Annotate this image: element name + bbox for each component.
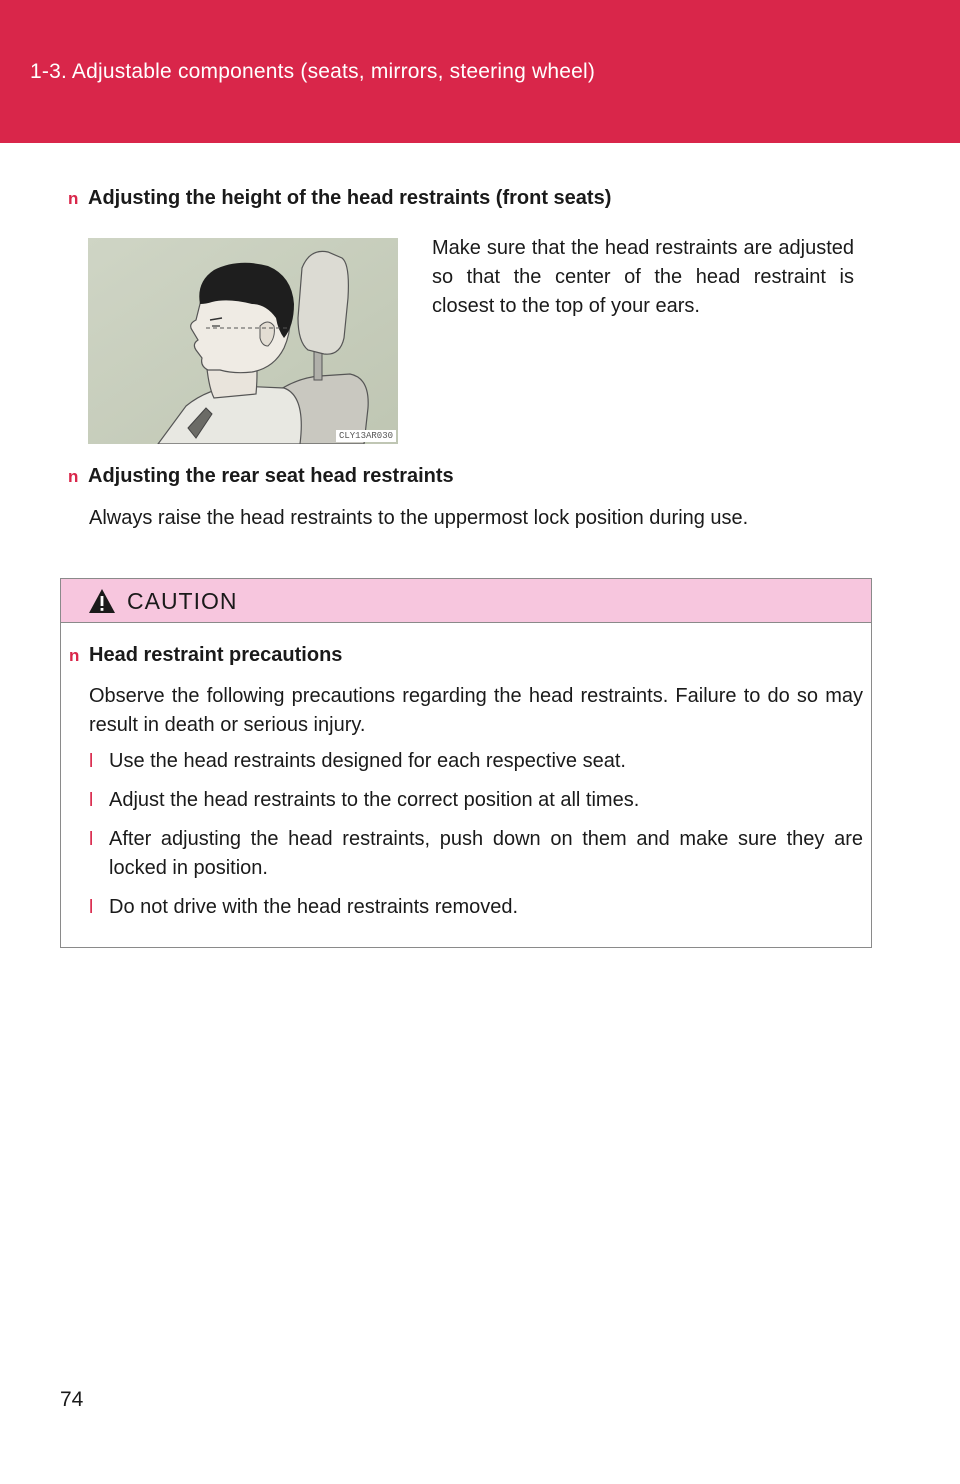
chapter-title: 1-3. Adjustable components (seats, mirrors, steering wheel): [30, 60, 596, 83]
list-item: [89, 825, 863, 883]
list-item: [89, 893, 863, 922]
sub-bullet-icon: l: [89, 897, 94, 918]
caution-list: [89, 747, 863, 932]
section-heading-front-head-restraints: [68, 187, 611, 210]
sub-bullet-icon: l: [89, 751, 94, 772]
section-heading-text: Adjusting the height of the head restraints (front seats): [88, 187, 612, 209]
caution-box: [60, 578, 872, 948]
list-item-text: Do not drive with the head restraints removed.: [109, 896, 519, 918]
section-heading-text: Adjusting the rear seat head restraints: [88, 465, 454, 487]
caution-title: CAUTION: [127, 588, 238, 614]
sub-bullet-icon: l: [89, 790, 94, 811]
front-head-restraint-description: Make sure that the head restraints are adjusted so that the center of the head restraint is closest to the top of your ears.: [432, 237, 854, 317]
list-item-text: Adjust the head restraints to the correct position at all times.: [109, 789, 640, 811]
section-heading-rear-head-restraints: [68, 465, 454, 488]
list-item: [89, 747, 863, 776]
list-item: [89, 786, 863, 815]
list-item-text: After adjusting the head restraints, push down on them and make sure they are locked in position.: [109, 828, 863, 879]
caution-intro: Observe the following precautions regarding the head restraints. Failure to do so may result in death or serious injury.: [89, 685, 863, 736]
page-number: 74: [60, 1388, 84, 1411]
page-header: [0, 0, 960, 143]
sub-bullet-icon: l: [89, 829, 94, 850]
driver-head-restraint-drawing: [88, 238, 398, 444]
head-restraint-illustration: [88, 238, 398, 444]
caution-subheading: [69, 644, 342, 667]
section-bullet-icon: n: [68, 189, 79, 208]
caution-header: [61, 579, 871, 623]
caution-subheading-text: Head restraint precautions: [89, 644, 343, 666]
list-item-text: Use the head restraints designed for each respective seat.: [109, 750, 626, 772]
warning-triangle-icon: [87, 587, 117, 615]
figure-code: CLY13AR030: [336, 430, 396, 442]
section-bullet-icon: n: [69, 646, 80, 665]
section-bullet-icon: n: [68, 467, 79, 486]
rear-head-restraint-text: Always raise the head restraints to the uppermost lock position during use.: [89, 507, 749, 529]
